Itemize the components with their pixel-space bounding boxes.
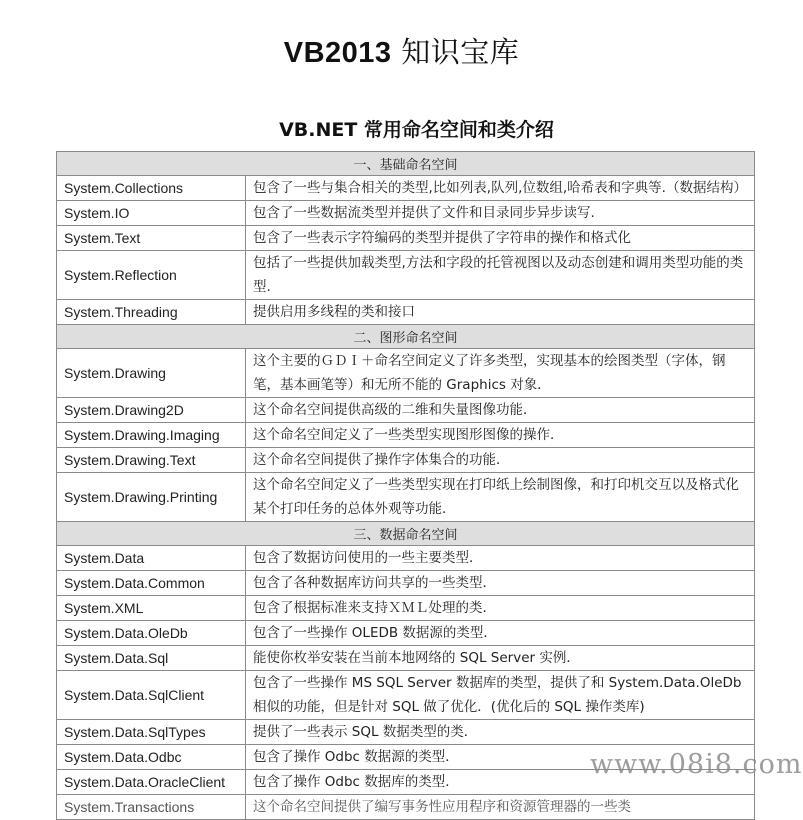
namespace-name: System.Data.SqlTypes (57, 720, 246, 745)
namespace-name: System.Drawing (57, 349, 246, 398)
namespace-description: 包含了一些表示字符编码的类型并提供了字符串的操作和格式化 (246, 226, 755, 251)
namespace-description: 提供了一些表示 SQL 数据类型的类． (246, 720, 755, 745)
section-heading: 一、基础命名空间 (57, 152, 755, 176)
table-row (57, 473, 755, 522)
namespace-name: System.Reflection (57, 251, 246, 300)
namespace-name: System.Collections (57, 176, 246, 201)
namespace-description: 包含了一些数据流类型并提供了文件和目录同步异步读写. (246, 201, 755, 226)
namespace-name: System.Data.Odbc (57, 745, 246, 770)
table-row (57, 176, 755, 201)
document-title-cn: 知识宝库 (391, 35, 520, 69)
table-row (57, 251, 755, 300)
namespace-name: System.XML (57, 596, 246, 621)
table-row-clipped (57, 795, 755, 820)
section-header-data (57, 522, 755, 546)
table-row (57, 646, 755, 671)
table-row (57, 201, 755, 226)
table-row (57, 720, 755, 745)
namespace-description: 提供启用多线程的类和接口 (246, 300, 755, 325)
table-row (57, 398, 755, 423)
namespace-name: System.Threading (57, 300, 246, 325)
document-subtitle: VB.NET 常用命名空间和类介绍 (279, 119, 554, 141)
section-heading: 二、图形命名空间 (57, 325, 755, 349)
namespace-name: System.Text (57, 226, 246, 251)
namespace-description: 包含了各种数据库访问共享的一些类型． (246, 571, 755, 596)
section-header-basic (57, 152, 755, 176)
table-row (57, 596, 755, 621)
table-row (57, 671, 755, 720)
namespace-name: System.Data.OracleClient (57, 770, 246, 795)
table-row (57, 300, 755, 325)
table-row (57, 571, 755, 596)
namespace-description: 这个命名空间提供了操作字体集合的功能． (246, 448, 755, 473)
namespace-description: 这个命名空间提供高级的二维和失量图像功能． (246, 398, 755, 423)
section-heading: 三、数据命名空间 (57, 522, 755, 546)
namespace-description: 包含了一些操作 MS SQL Server 数据库的类型，提供了和 System.Data.OleDb 相似的功能，但是针对 SQL 做了优化．(优化后的 SQL 操作类库) (246, 671, 755, 720)
namespace-name: System.Drawing.Imaging (57, 423, 246, 448)
namespace-description: 包含了操作 Odbc 数据库的类型． (246, 770, 755, 795)
namespace-description: 包含了根据标准来支持ＸＭＬ处理的类． (246, 596, 755, 621)
document-title-latin: VB2013 (283, 37, 392, 69)
namespace-name: System.IO (57, 201, 246, 226)
namespace-description: 包括了一些提供加载类型,方法和字段的托管视图以及动态创建和调用类型功能的类型. (246, 251, 755, 300)
namespace-description: 这个主要的ＧＤＩ＋命名空间定义了许多类型，实现基本的绘图类型（字体，钢笔，基本画笔等）和无所不能的 Graphics 对象． (246, 349, 755, 398)
namespace-description: 包含了一些操作 OLEDB 数据源的类型． (246, 621, 755, 646)
namespace-name: System.Data (57, 546, 246, 571)
namespace-name: System.Drawing.Text (57, 448, 246, 473)
namespace-name: System.Transactions (57, 795, 246, 820)
table-row (57, 621, 755, 646)
table-row (57, 226, 755, 251)
namespace-table (56, 151, 755, 820)
table-row (57, 448, 755, 473)
namespace-name: System.Data.Common (57, 571, 246, 596)
namespace-description: 能使你枚举安装在当前本地网络的 SQL Server 实例． (246, 646, 755, 671)
namespace-name: System.Drawing2D (57, 398, 246, 423)
table-row (57, 349, 755, 398)
namespace-description: 这个命名空间提供了编写事务性应用程序和资源管理器的一些类 (246, 795, 755, 820)
namespace-table-container (56, 151, 754, 815)
watermark-text: www.08i8.com (590, 749, 803, 780)
namespace-description: 这个命名空间定义了一些类型实现图形图像的操作． (246, 423, 755, 448)
namespace-name: System.Data.SqlClient (57, 671, 246, 720)
document-title (0, 32, 803, 73)
namespace-description: 包含了一些与集合相关的类型,比如列表,队列,位数组,哈希表和字典等.（数据结构） (246, 176, 755, 201)
section-header-graphics (57, 325, 755, 349)
table-row (57, 423, 755, 448)
table-row (57, 546, 755, 571)
namespace-name: System.Drawing.Printing (57, 473, 246, 522)
namespace-name: System.Data.Sql (57, 646, 246, 671)
namespace-description: 这个命名空间定义了一些类型实现在打印纸上绘制图像，和打印机交互以及格式化某个打印任务的总体外观等功能． (246, 473, 755, 522)
namespace-description: 包含了操作 Odbc 数据源的类型． (246, 745, 755, 770)
namespace-description: 包含了数据访问使用的一些主要类型． (246, 546, 755, 571)
namespace-name: System.Data.OleDb (57, 621, 246, 646)
